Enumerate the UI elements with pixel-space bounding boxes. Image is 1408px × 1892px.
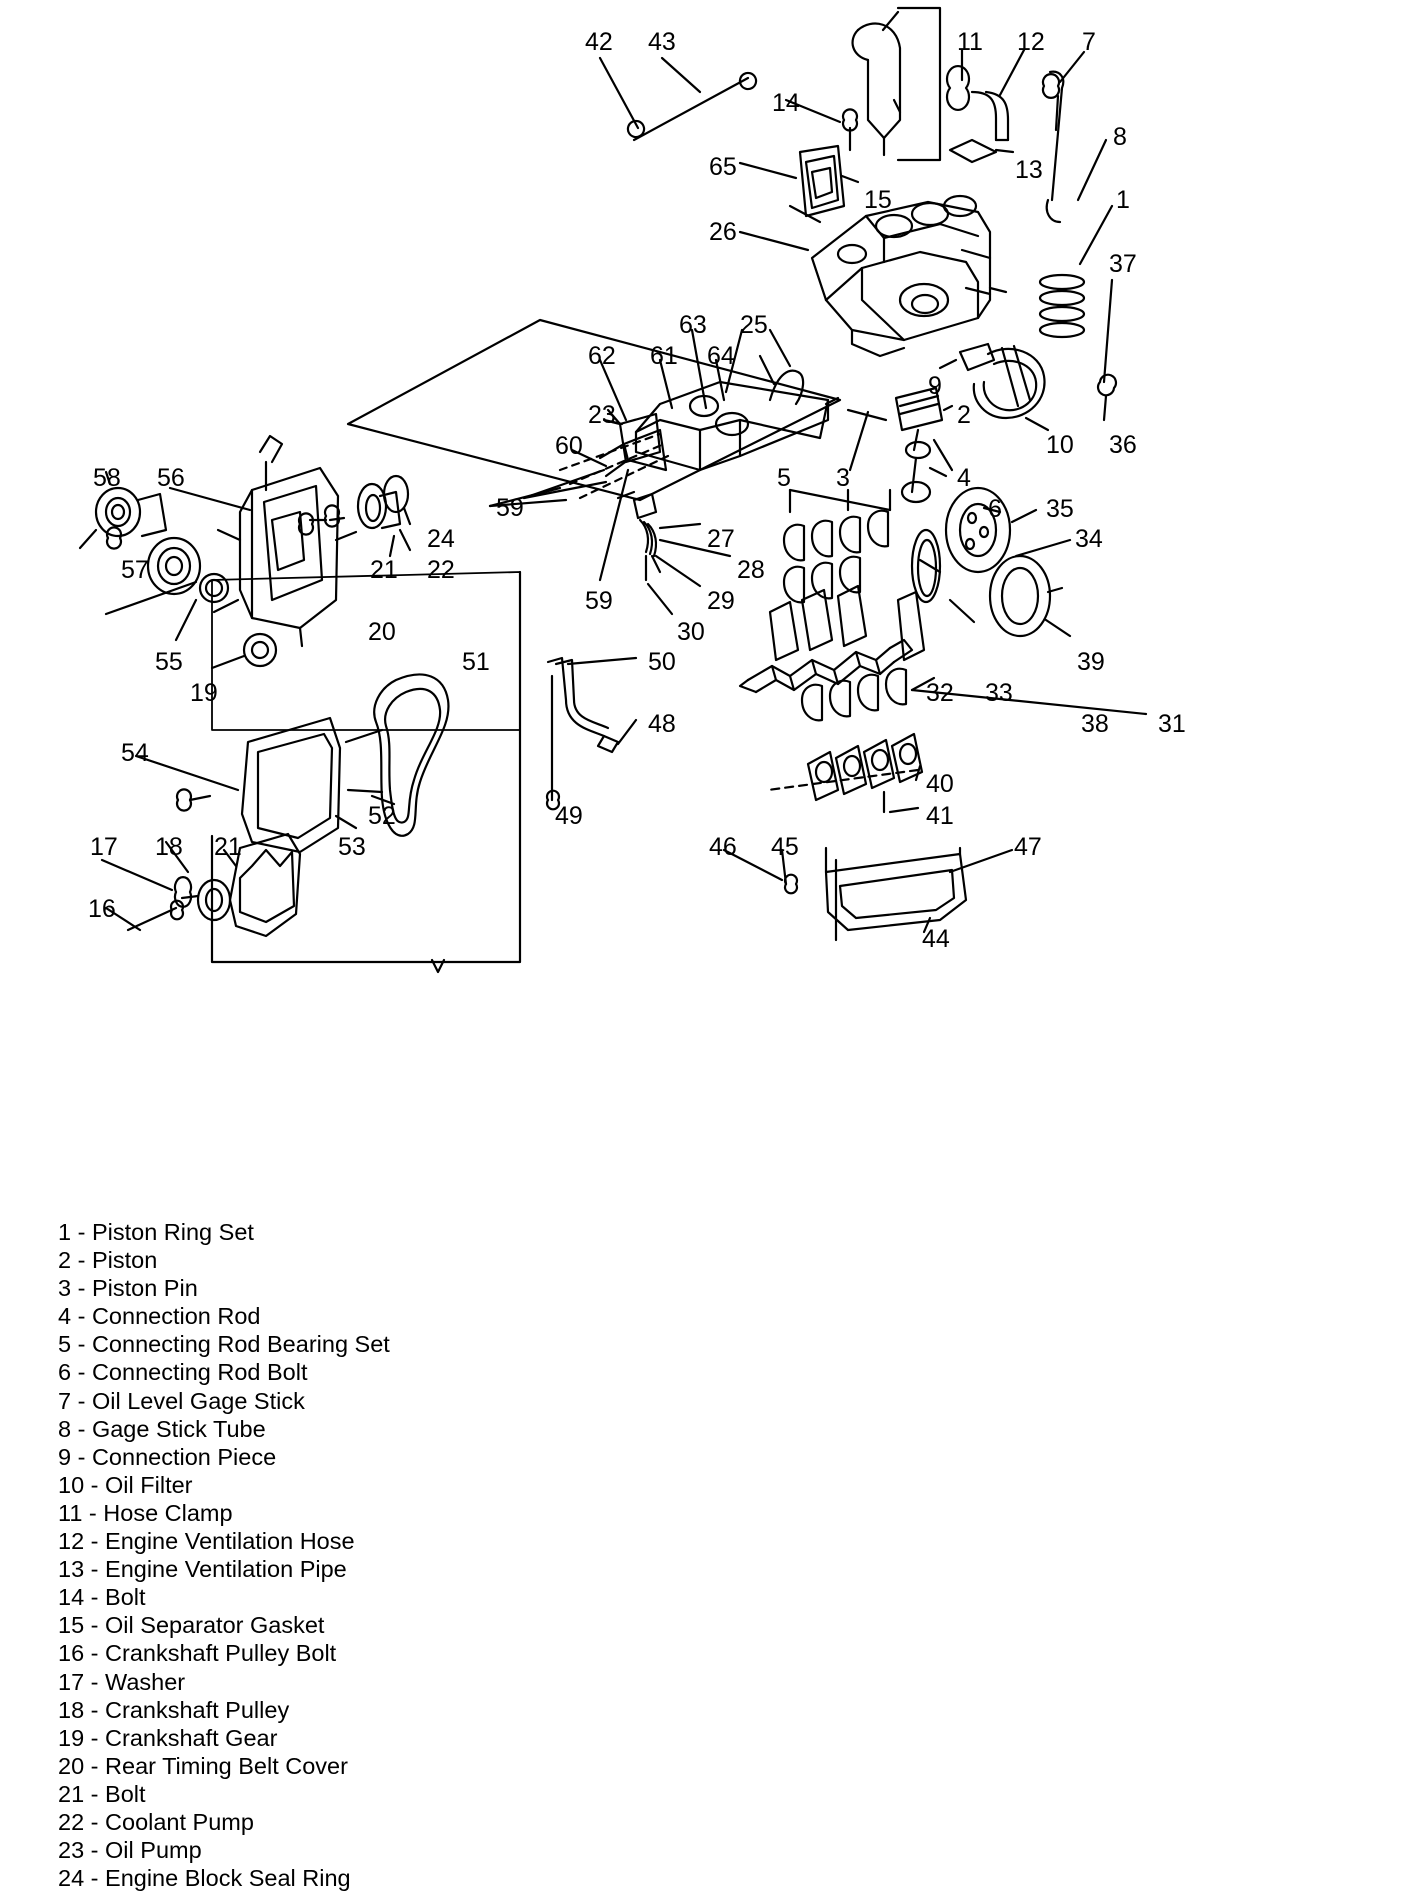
callout-25: 25 bbox=[740, 311, 768, 339]
callout-60: 60 bbox=[555, 432, 583, 460]
list-item: 21 - Bolt bbox=[58, 1780, 146, 1807]
callout-21b: 21 bbox=[214, 833, 242, 861]
parts-legend-list bbox=[58, 1218, 758, 1892]
list-item: 23 - Oil Pump bbox=[58, 1837, 202, 1864]
callout-34: 34 bbox=[1075, 525, 1103, 553]
callout-46: 46 bbox=[709, 833, 737, 861]
list-item: 15 - Oil Separator Gasket bbox=[58, 1612, 325, 1639]
callout-57: 57 bbox=[121, 556, 149, 584]
callout-38: 38 bbox=[1081, 710, 1109, 738]
list-item: 10 - Oil Filter bbox=[58, 1471, 193, 1498]
list-item: 2 - Piston bbox=[58, 1247, 158, 1274]
list-item: 3 - Piston Pin bbox=[58, 1275, 198, 1302]
list-item: 20 - Rear Timing Belt Cover bbox=[58, 1752, 348, 1779]
callout-53: 53 bbox=[338, 833, 366, 861]
list-item: 8 - Gage Stick Tube bbox=[58, 1415, 266, 1442]
callout-37: 37 bbox=[1109, 250, 1137, 278]
callout-17: 17 bbox=[90, 833, 118, 861]
callout-8: 8 bbox=[1113, 123, 1127, 151]
callout-28: 28 bbox=[737, 556, 765, 584]
callout-19: 19 bbox=[190, 679, 218, 707]
list-item: 17 - Washer bbox=[58, 1668, 186, 1695]
callout-41: 41 bbox=[926, 802, 954, 830]
callout-43: 43 bbox=[648, 28, 676, 56]
list-item: 22 - Coolant Pump bbox=[58, 1808, 254, 1835]
callout-51: 51 bbox=[462, 648, 490, 676]
list-item: 6 - Connecting Rod Bolt bbox=[58, 1359, 308, 1386]
callout-27: 27 bbox=[707, 525, 735, 553]
callout-4: 4 bbox=[957, 464, 971, 492]
callout-36: 36 bbox=[1109, 431, 1137, 459]
callout-59b: 59 bbox=[585, 587, 613, 615]
list-item: 4 - Connection Rod bbox=[58, 1303, 261, 1330]
list-item: 14 - Bolt bbox=[58, 1584, 146, 1611]
callout-15: 15 bbox=[864, 186, 892, 214]
callout-39: 39 bbox=[1077, 648, 1105, 676]
callout-63: 63 bbox=[679, 311, 707, 339]
callout-5: 5 bbox=[777, 464, 791, 492]
callout-20: 20 bbox=[368, 618, 396, 646]
list-item: 24 - Engine Block Seal Ring bbox=[58, 1865, 351, 1892]
callout-24: 24 bbox=[427, 525, 455, 553]
callout-48: 48 bbox=[648, 710, 676, 738]
callout-3: 3 bbox=[836, 464, 850, 492]
callout-10: 10 bbox=[1046, 431, 1074, 459]
callout-56: 56 bbox=[157, 464, 185, 492]
callout-29: 29 bbox=[707, 587, 735, 615]
callout-35: 35 bbox=[1046, 495, 1074, 523]
callout-42: 42 bbox=[585, 28, 613, 56]
list-item: 19 - Crankshaft Gear bbox=[58, 1724, 278, 1751]
list-item: 1 - Piston Ring Set bbox=[58, 1219, 254, 1245]
list-item: 11 - Hose Clamp bbox=[58, 1499, 233, 1526]
list-item: 5 - Connecting Rod Bearing Set bbox=[58, 1331, 390, 1358]
callout-31: 31 bbox=[1158, 710, 1186, 738]
callout-59a: 59 bbox=[496, 494, 524, 522]
callout-45: 45 bbox=[771, 833, 799, 861]
callout-23: 23 bbox=[588, 401, 616, 429]
callout-12: 12 bbox=[1017, 28, 1045, 56]
list-item: 13 - Engine Ventilation Pipe bbox=[58, 1556, 347, 1583]
callout-62: 62 bbox=[588, 342, 616, 370]
callout-64: 64 bbox=[707, 342, 735, 370]
callout-21a: 21 bbox=[370, 556, 398, 584]
callout-44: 44 bbox=[922, 925, 950, 953]
callout-65: 65 bbox=[709, 153, 737, 181]
callout-50: 50 bbox=[648, 648, 676, 676]
callout-1: 1 bbox=[1116, 186, 1130, 214]
callout-61: 61 bbox=[650, 342, 678, 370]
callout-33: 33 bbox=[985, 679, 1013, 707]
callout-54: 54 bbox=[121, 739, 149, 767]
callout-47: 47 bbox=[1014, 833, 1042, 861]
callout-7: 7 bbox=[1082, 28, 1096, 56]
list-item: 7 - Oil Level Gage Stick bbox=[58, 1387, 305, 1414]
callout-55: 55 bbox=[155, 648, 183, 676]
list-item: 9 - Connection Piece bbox=[58, 1443, 277, 1470]
callout-32: 32 bbox=[926, 679, 954, 707]
callout-18: 18 bbox=[155, 833, 183, 861]
callout-16: 16 bbox=[88, 895, 116, 923]
callout-30: 30 bbox=[677, 618, 705, 646]
callout-58: 58 bbox=[93, 464, 121, 492]
callout-52: 52 bbox=[368, 802, 396, 830]
callout-13: 13 bbox=[1015, 156, 1043, 184]
list-item: 16 - Crankshaft Pulley Bolt bbox=[58, 1640, 337, 1667]
list-item: 18 - Crankshaft Pulley bbox=[58, 1696, 290, 1723]
callout-14: 14 bbox=[772, 89, 800, 117]
callout-49: 49 bbox=[555, 802, 583, 830]
callout-26: 26 bbox=[709, 218, 737, 246]
list-item: 12 - Engine Ventilation Hose bbox=[58, 1528, 355, 1555]
callout-40: 40 bbox=[926, 770, 954, 798]
callout-6: 6 bbox=[988, 495, 1002, 523]
callout-22: 22 bbox=[427, 556, 455, 584]
callout-9: 9 bbox=[928, 372, 942, 400]
callout-11: 11 bbox=[957, 28, 983, 56]
callout-2: 2 bbox=[957, 401, 971, 429]
